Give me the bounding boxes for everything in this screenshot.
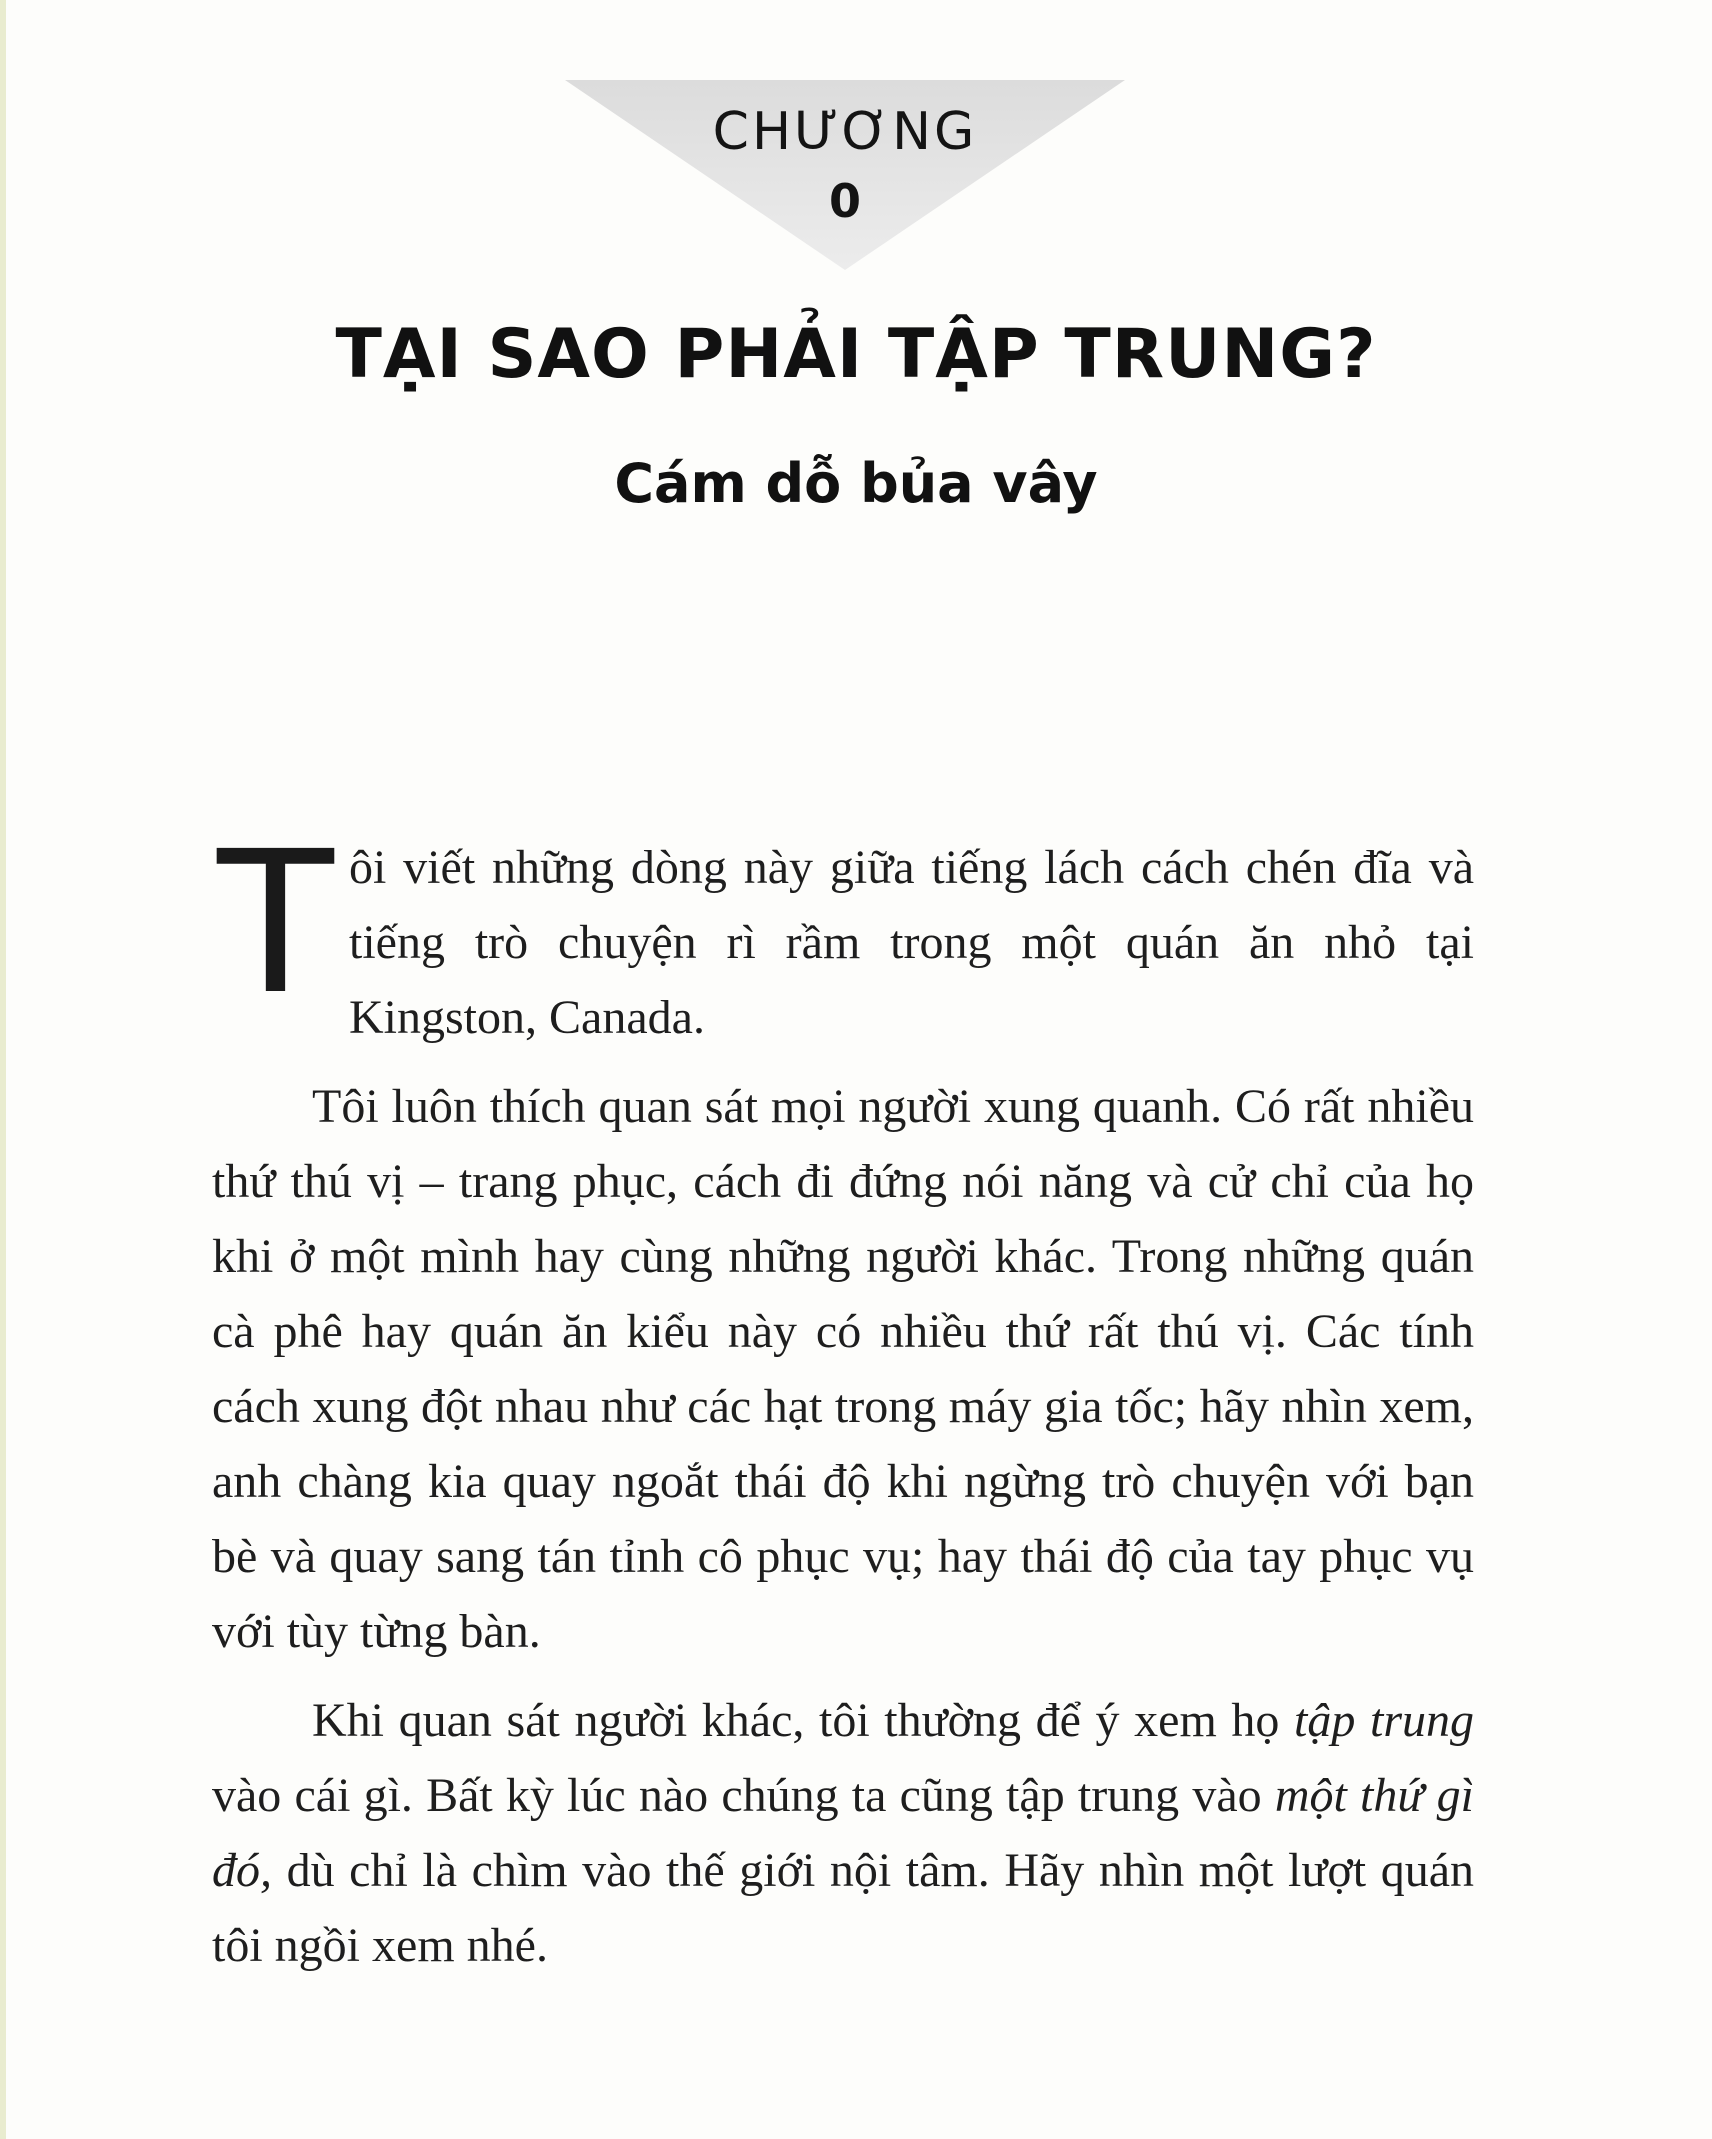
chapter-title: TẠI SAO PHẢI TẬP TRUNG?	[335, 315, 1377, 394]
drop-cap-box	[212, 804, 347, 1036]
paragraph-2: Tôi luôn thích quan sát mọi người xung quanh. Có rất nhiều thứ thú vị – trang phục, cách đi đứng nói năng và cử chỉ của họ khi ở một mình hay cùng những người khác. Trong những quán cà phê hay quán ăn kiểu này có nhiều thứ rất thú vị. Các tính cách xung đột nhau như các hạt trong máy gia tốc; hãy nhìn xem, anh chàng kia quay ngoắt thái độ khi ngừng trò chuyện với bạn bè và quay sang tán tỉnh cô phục vụ; hay thái độ của tay phục vụ với tùy từng bàn.	[212, 1080, 1474, 1658]
paragraph-1	[212, 804, 1474, 1055]
paragraph-3-text-a: Khi quan sát người khác, tôi thường để ý xem họ	[312, 1694, 1295, 1747]
paragraph-3-emphasis-b: một thứ gì đó,	[212, 1769, 1475, 1897]
paragraph-3-text-c: dù chỉ là chìm vào thế giới nội tâm. Hãy nhìn một lượt quán tôi ngồi xem nhé.	[212, 1844, 1474, 1972]
chapter-banner	[565, 80, 1125, 270]
body-text	[212, 804, 1475, 1997]
paragraph-3-text-b: vào cái gì. Bất kỳ lúc nào chúng ta cũng tập trung vào	[212, 1769, 1275, 1822]
chapter-label: CHƯƠNG	[712, 102, 978, 162]
chapter-number: 0	[828, 174, 861, 228]
paragraph-3	[212, 1683, 1474, 1983]
paragraph-3-emphasis-a: tập trung	[1294, 1694, 1474, 1747]
paragraph-1-text: ôi viết những dòng này giữa tiếng lách cách chén đĩa và tiếng trò chuyện rì rầm trong một quán ăn nhỏ tại Kingston, Canada.	[349, 841, 1474, 1044]
drop-cap: T	[212, 804, 340, 1036]
chapter-subtitle: Cám dỗ bủa vây	[614, 452, 1098, 515]
